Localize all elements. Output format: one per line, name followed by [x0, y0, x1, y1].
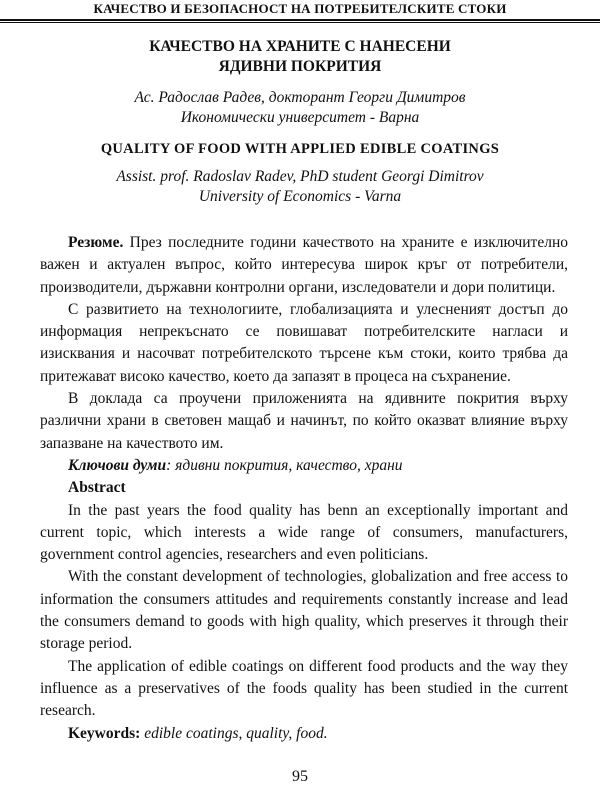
- summary-bg-label: Резюме.: [68, 234, 124, 251]
- authors-en-affiliation: University of Economics - Varna: [198, 188, 402, 205]
- summary-bg-p1-text: През последните години качеството на храните е изключително важен и актуален въпрос, който интересува широк кръг от потребители, производители, държавни контролни органи, изследователи и дори политици.: [40, 234, 568, 296]
- abstract-paragraph-2: With the constant development of technologies, globalization and free access to information the consumers attitudes and requirements constantly increase and lead the consumers demand to goods with high quality, which preserves it through their storage period.: [40, 568, 568, 653]
- summary-bg-paragraph-2: С развитието на технологиите, глобализацията и улесненият достъп до информация непрекъснато се повишават потребителските нагласи и изисквания и насочват потребителското търсене към стоки, които трябва да притежават високо качество, което да запазят в процеса на съхранение.: [40, 300, 568, 385]
- running-header: КАЧЕСТВО И БЕЗОПАСНОСТ НА ПОТРЕБИТЕЛСКИТЕ СТОКИ: [93, 1, 507, 16]
- authors-en-names: Assist. prof. Radoslav Radev, PhD student Georgi Dimitrov: [116, 168, 484, 185]
- authors-bg-affiliation: Икономически университет - Варна: [180, 109, 420, 126]
- abstract-heading: Abstract: [68, 479, 126, 497]
- summary-bg-paragraph-1: [40, 232, 568, 299]
- title-en: QUALITY OF FOOD WITH APPLIED EDIBLE COATINGS: [100, 141, 500, 157]
- keywords-bg-value: : ядивни покрития, качество, храни: [166, 456, 403, 474]
- abstract-paragraph-3: The application of edible coatings on different food products and the way they influence as a preservatives of the foods quality has been studied in the current research.: [40, 657, 568, 720]
- header-rule-thick: [0, 19, 600, 21]
- page-number: 95: [292, 768, 308, 785]
- authors-bg-names: Ас. Радослав Радев, докторант Георги Димитров: [134, 89, 466, 106]
- summary-bg-paragraph-3: В доклада са проучени приложенията на ядивните покрития върху различни храни в световен мащаб и начинът, по който оказват влияние върху запазване на качеството им.: [40, 390, 568, 452]
- header-rule-thin: [0, 22, 600, 23]
- body-text: [40, 232, 568, 745]
- title-bg-line2: ЯДИВНИ ПОКРИТИЯ: [218, 58, 382, 75]
- keywords-bg-label: Ключови думи: [68, 456, 167, 474]
- keywords-en: [40, 723, 568, 745]
- keywords-en-label: Keywords:: [68, 724, 141, 742]
- keywords-bg: [40, 455, 568, 477]
- keywords-en-value: edible coatings, quality, food.: [140, 724, 328, 742]
- title-bg-line1: КАЧЕСТВО НА ХРАНИТЕ С НАНЕСЕНИ: [149, 38, 451, 55]
- abstract-paragraph-1: In the past years the food quality has benn an exceptionally important and current topic, which interests a wide range of consumers, manufacturers, government control agencies, researchers and even politicians.: [40, 501, 568, 564]
